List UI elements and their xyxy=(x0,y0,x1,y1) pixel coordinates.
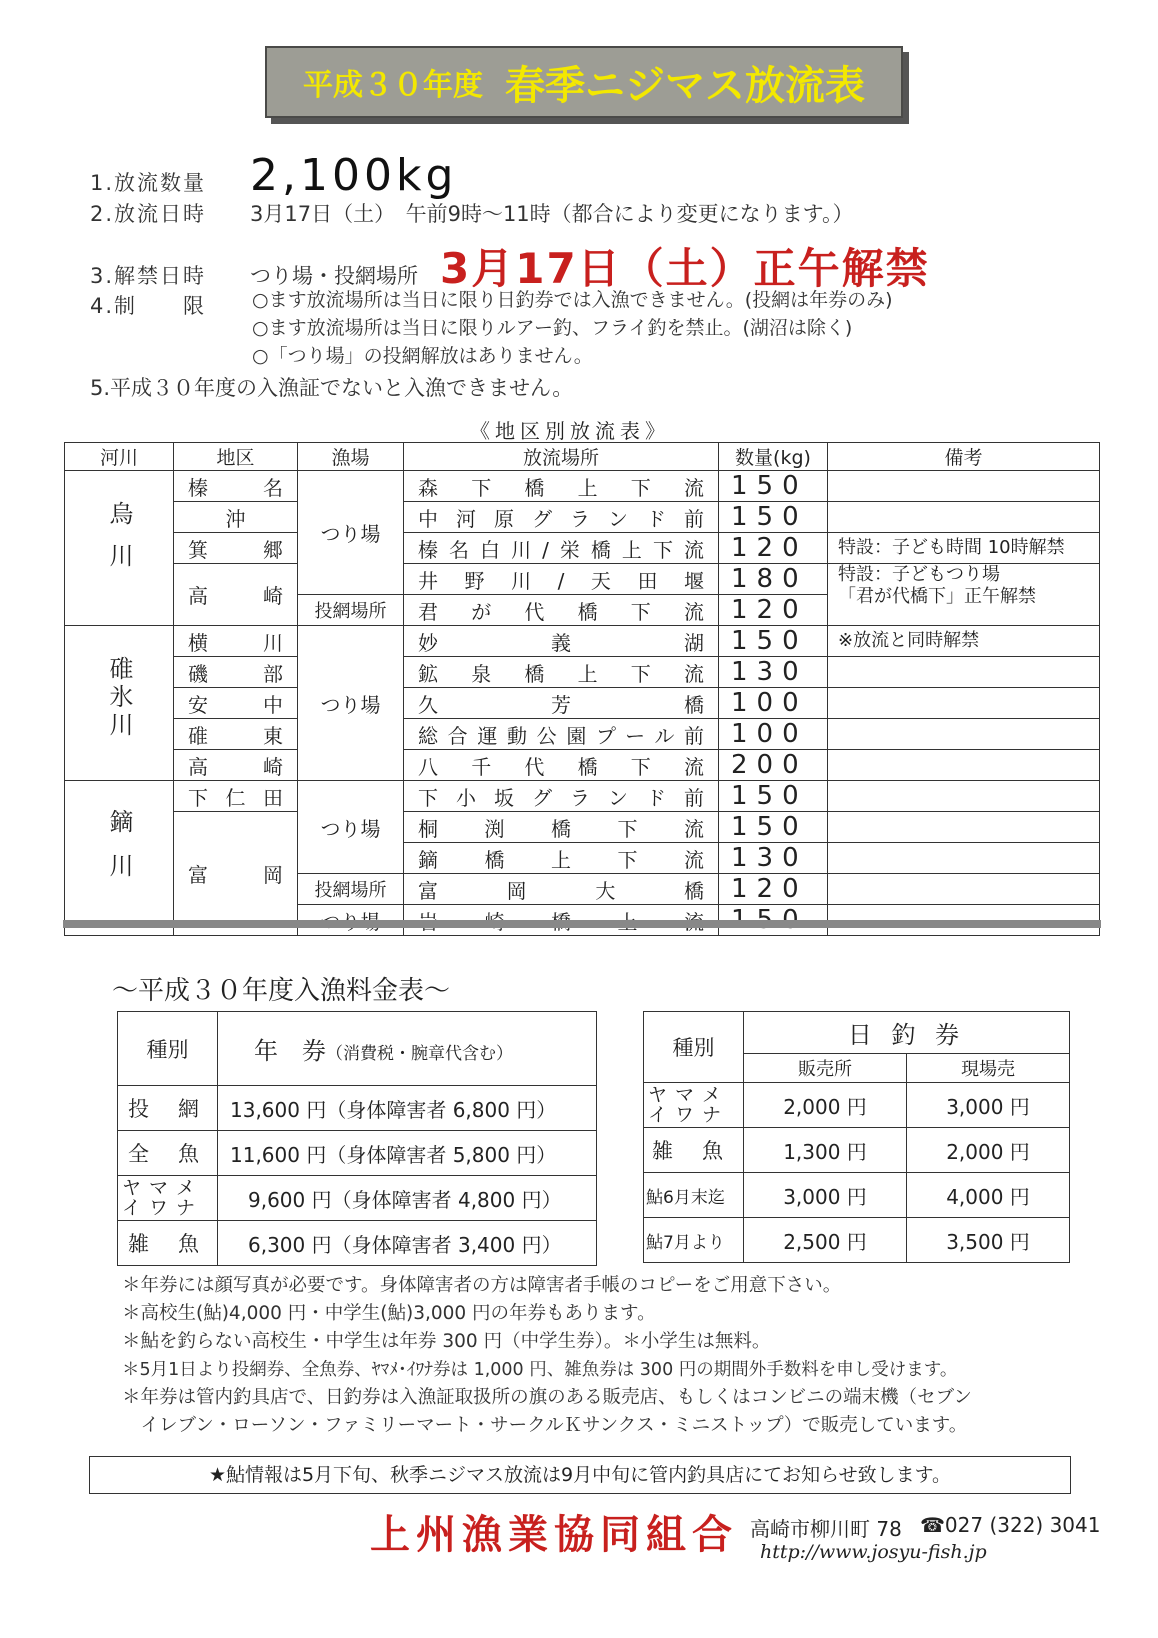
restriction-item: ○ます放流場所は当日に限りルアー釣、フライ釣を禁止。(湖沼は除く) xyxy=(252,317,853,339)
district-cell: 高崎 xyxy=(174,564,298,626)
note-cell xyxy=(828,843,1100,874)
table-row xyxy=(65,812,1100,843)
header-ground: 漁場 xyxy=(298,443,404,471)
qty-cell: 120 xyxy=(719,595,828,626)
qty-cell: 150 xyxy=(719,471,828,502)
river-name: 碓氷川 xyxy=(105,656,133,740)
qty-cell: 100 xyxy=(719,688,828,719)
title-year: 平成３０年度 xyxy=(303,68,483,103)
site-price: 3,500 円 xyxy=(907,1218,1070,1263)
daily-header-row xyxy=(644,1012,1070,1054)
table-row xyxy=(65,719,1100,750)
daily-header-store: 販売所 xyxy=(744,1054,907,1083)
ticket-type: 雑 魚 xyxy=(118,1221,218,1266)
open-datetime: 3月17日（土）正午解禁 xyxy=(440,244,930,293)
note-cell xyxy=(828,688,1100,719)
district-cell: 碓東 xyxy=(174,719,298,750)
qty-cell: 200 xyxy=(719,750,828,781)
qty-cell: 120 xyxy=(719,533,828,564)
annual-header-name xyxy=(218,1012,597,1086)
table-header-row xyxy=(65,443,1100,471)
note-cell xyxy=(828,874,1100,905)
ticket-fee: 11,600 円（身体障害者 5,800 円） xyxy=(218,1131,597,1176)
table-row xyxy=(118,1176,597,1221)
table-row xyxy=(65,750,1100,781)
table-row xyxy=(65,564,1100,595)
place-cell: 鏑橋上下流 xyxy=(404,843,719,874)
daily-header-type: 種別 xyxy=(644,1012,744,1083)
qty-cell: 150 xyxy=(719,502,828,533)
org-website-link[interactable]: http://www.josyu-fish.jp xyxy=(760,1541,987,1563)
page-title: 春季ニジマス放流表 xyxy=(505,62,865,109)
river-cell xyxy=(65,626,174,781)
place-cell: 榛名白川/栄橋上下流 xyxy=(404,533,719,564)
district-cell: 富岡 xyxy=(174,812,298,936)
note-line: 「君が代橋下」正午解禁 xyxy=(838,586,1036,607)
daily-ticket-label: 日 釣 券 xyxy=(744,1012,1070,1054)
fee-note: ＊年券は管内釣具店で、日釣券は入漁証取扱所の旗のある販売店、もしくはコンビニの端末機（セブン xyxy=(122,1387,972,1408)
note-cell xyxy=(828,719,1100,750)
label-restriction: 4.制 限 xyxy=(90,294,207,318)
fee-note: イレブン・ローソン・ファミリーマート・サークルＫサンクス・ミニストップ）で販売しています。 xyxy=(122,1415,968,1436)
fee-section-title: ～平成３０年度入漁料金表～ xyxy=(112,976,451,1006)
place-cell: 君が代橋下流 xyxy=(404,595,719,626)
note-cell: 特設：子ども時間 10時解禁 xyxy=(828,533,1100,564)
release-datetime: 3月17日（土） 午前9時～11時（都合により変更になります。） xyxy=(250,202,854,226)
table-row xyxy=(644,1173,1070,1218)
table-row xyxy=(65,657,1100,688)
annual-header-type: 種別 xyxy=(118,1012,218,1086)
district-cell: 高崎 xyxy=(174,750,298,781)
org-name: 上州漁業協同組合 xyxy=(370,1512,738,1558)
note-cell xyxy=(828,750,1100,781)
fee-notes xyxy=(122,1272,972,1440)
place-cell: 桐渕橋下流 xyxy=(404,812,719,843)
district-cell: 磯部 xyxy=(174,657,298,688)
fee-note: ＊5月1日より投網券、全魚券、ﾔﾏﾒ･ｲﾜﾅ券は 1,000 円、雑魚券は 300 円の期間外手数料を申し受けます。 xyxy=(122,1360,958,1380)
place-cell: 妙義湖 xyxy=(404,626,719,657)
daily-ticket-table xyxy=(643,1011,1070,1263)
ground-cell: つり場 xyxy=(298,781,404,874)
site-price: 4,000 円 xyxy=(907,1173,1070,1218)
open-places: つり場・投網場所 xyxy=(250,264,418,288)
fee-note: ＊高校生(鮎)4,000 円・中学生(鮎)3,000 円の年券もあります。 xyxy=(122,1303,656,1324)
place-cell: 久芳橋 xyxy=(404,688,719,719)
daily-header-site: 現場売 xyxy=(907,1054,1070,1083)
river-name: 鏑川 xyxy=(105,809,133,897)
restriction-list xyxy=(252,286,893,370)
note-cell: ※放流と同時解禁 xyxy=(828,626,1100,657)
site-price: 3,000 円 xyxy=(907,1083,1070,1128)
table-row xyxy=(644,1128,1070,1173)
info-notice-box: ★鮎情報は5月下旬、秋季ニジマス放流は9月中旬に管内釣具店にてお知らせ致します。 xyxy=(89,1456,1071,1494)
river-name: 烏川 xyxy=(105,501,133,585)
district-cell: 横川 xyxy=(174,626,298,657)
label-open: 3.解禁日時 xyxy=(90,264,207,288)
annual-header-row xyxy=(118,1012,597,1086)
table-row xyxy=(118,1086,597,1131)
note-cell xyxy=(828,502,1100,533)
district-cell: 沖 xyxy=(174,502,298,533)
ticket-type: ヤマメイワナ xyxy=(644,1083,744,1128)
qty-cell: 100 xyxy=(719,719,828,750)
ground-cell: つり場 xyxy=(298,471,404,595)
title-banner xyxy=(265,46,903,118)
qty-cell: 130 xyxy=(719,843,828,874)
table-row xyxy=(644,1083,1070,1128)
qty-cell: 130 xyxy=(719,657,828,688)
header-note: 備考 xyxy=(828,443,1100,471)
table-row xyxy=(65,471,1100,502)
place-cell: 中河原グランド前 xyxy=(404,502,719,533)
place-cell: 下小坂グランド前 xyxy=(404,781,719,812)
ticket-fee: 13,600 円（身体障害者 6,800 円） xyxy=(218,1086,597,1131)
table-row xyxy=(65,626,1100,657)
fee-note: ＊鮎を釣らない高校生・中学生は年券 300 円（中学生券）。＊小学生は無料。 xyxy=(122,1331,771,1352)
table-row xyxy=(118,1221,597,1266)
river-cell xyxy=(65,471,174,626)
ticket-type: 鮎6月末迄 xyxy=(644,1173,744,1218)
table-row xyxy=(65,533,1100,564)
district-table-caption: 《地区別放流表》 xyxy=(470,419,670,443)
label-datetime: 2.放流日時 xyxy=(90,202,207,226)
qty-cell: 120 xyxy=(719,874,828,905)
info-release-amount xyxy=(90,150,457,201)
org-phone: ☎027 (322) 3041 xyxy=(920,1513,1101,1537)
section-divider xyxy=(63,920,1101,928)
river-cell xyxy=(65,781,174,936)
ticket-type: 雑 魚 xyxy=(644,1128,744,1173)
fee-note: ＊年券には顔写真が必要です。身体障害者の方は障害者手帳のコピーをご用意下さい。 xyxy=(122,1275,842,1296)
store-price: 2,500 円 xyxy=(744,1218,907,1263)
note-cell xyxy=(828,812,1100,843)
ticket-fee: 9,600 円（身体障害者 4,800 円） xyxy=(218,1176,597,1221)
district-cell: 下仁田 xyxy=(174,781,298,812)
annual-ticket-table xyxy=(117,1011,597,1266)
ground-cell: 投網場所 xyxy=(298,595,404,626)
ticket-type: 投 網 xyxy=(118,1086,218,1131)
table-row xyxy=(644,1218,1070,1263)
org-address: 高崎市柳川町 78 xyxy=(750,1517,902,1541)
store-price: 3,000 円 xyxy=(744,1173,907,1218)
table-row xyxy=(65,781,1100,812)
annual-ticket-sub: （消費税・腕章代含む） xyxy=(326,1044,513,1064)
ticket-fee: 6,300 円（身体障害者 3,400 円） xyxy=(218,1221,597,1266)
qty-cell: 180 xyxy=(719,564,828,595)
store-price: 1,300 円 xyxy=(744,1128,907,1173)
restriction-item: ○ます放流場所は当日に限り日釣券では入漁できません。(投網は年券のみ) xyxy=(252,289,893,311)
header-river: 河川 xyxy=(65,443,174,471)
place-cell: 総合運動公園プール前 xyxy=(404,719,719,750)
header-qty: 数量(kg) xyxy=(719,443,828,471)
qty-cell: 150 xyxy=(719,781,828,812)
qty-cell: 150 xyxy=(719,812,828,843)
info-permit-note: 5.平成３０年度の入漁証でないと入漁できません。 xyxy=(90,376,574,400)
info-release-datetime xyxy=(90,198,853,228)
ticket-type: ヤマメイワナ xyxy=(118,1176,218,1221)
store-price: 2,000 円 xyxy=(744,1083,907,1128)
note-cell xyxy=(828,781,1100,812)
place-cell: 井野川/天田堰 xyxy=(404,564,719,595)
ticket-type: 全 魚 xyxy=(118,1131,218,1176)
place-cell: 八千代橋下流 xyxy=(404,750,719,781)
header-district: 地区 xyxy=(174,443,298,471)
place-cell: 鉱泉橋上下流 xyxy=(404,657,719,688)
label-amount: 1.放流数量 xyxy=(90,171,207,195)
note-cell xyxy=(828,564,1100,626)
release-amount: 2,100kg xyxy=(250,150,458,201)
ground-cell: 投網場所 xyxy=(298,874,404,905)
annual-ticket-label: 年 券 xyxy=(254,1037,326,1065)
table-row xyxy=(65,502,1100,533)
header-place: 放流場所 xyxy=(404,443,719,471)
info-restriction-label xyxy=(90,290,250,320)
table-row xyxy=(118,1131,597,1176)
note-line: 特設：子どもつり場 xyxy=(838,564,1000,585)
ticket-type: 鮎7月より xyxy=(644,1218,744,1263)
district-release-table xyxy=(64,442,1100,936)
district-cell: 榛名 xyxy=(174,471,298,502)
district-cell: 箕郷 xyxy=(174,533,298,564)
district-cell: 安中 xyxy=(174,688,298,719)
ground-cell: つり場 xyxy=(298,626,404,781)
note-cell xyxy=(828,471,1100,502)
table-row xyxy=(65,688,1100,719)
qty-cell: 150 xyxy=(719,626,828,657)
site-price: 2,000 円 xyxy=(907,1128,1070,1173)
place-cell: 森下橋上下流 xyxy=(404,471,719,502)
place-cell: 富岡大橋 xyxy=(404,874,719,905)
note-cell xyxy=(828,657,1100,688)
restriction-item: ○「つり場」の投網解放はありません。 xyxy=(252,345,593,367)
